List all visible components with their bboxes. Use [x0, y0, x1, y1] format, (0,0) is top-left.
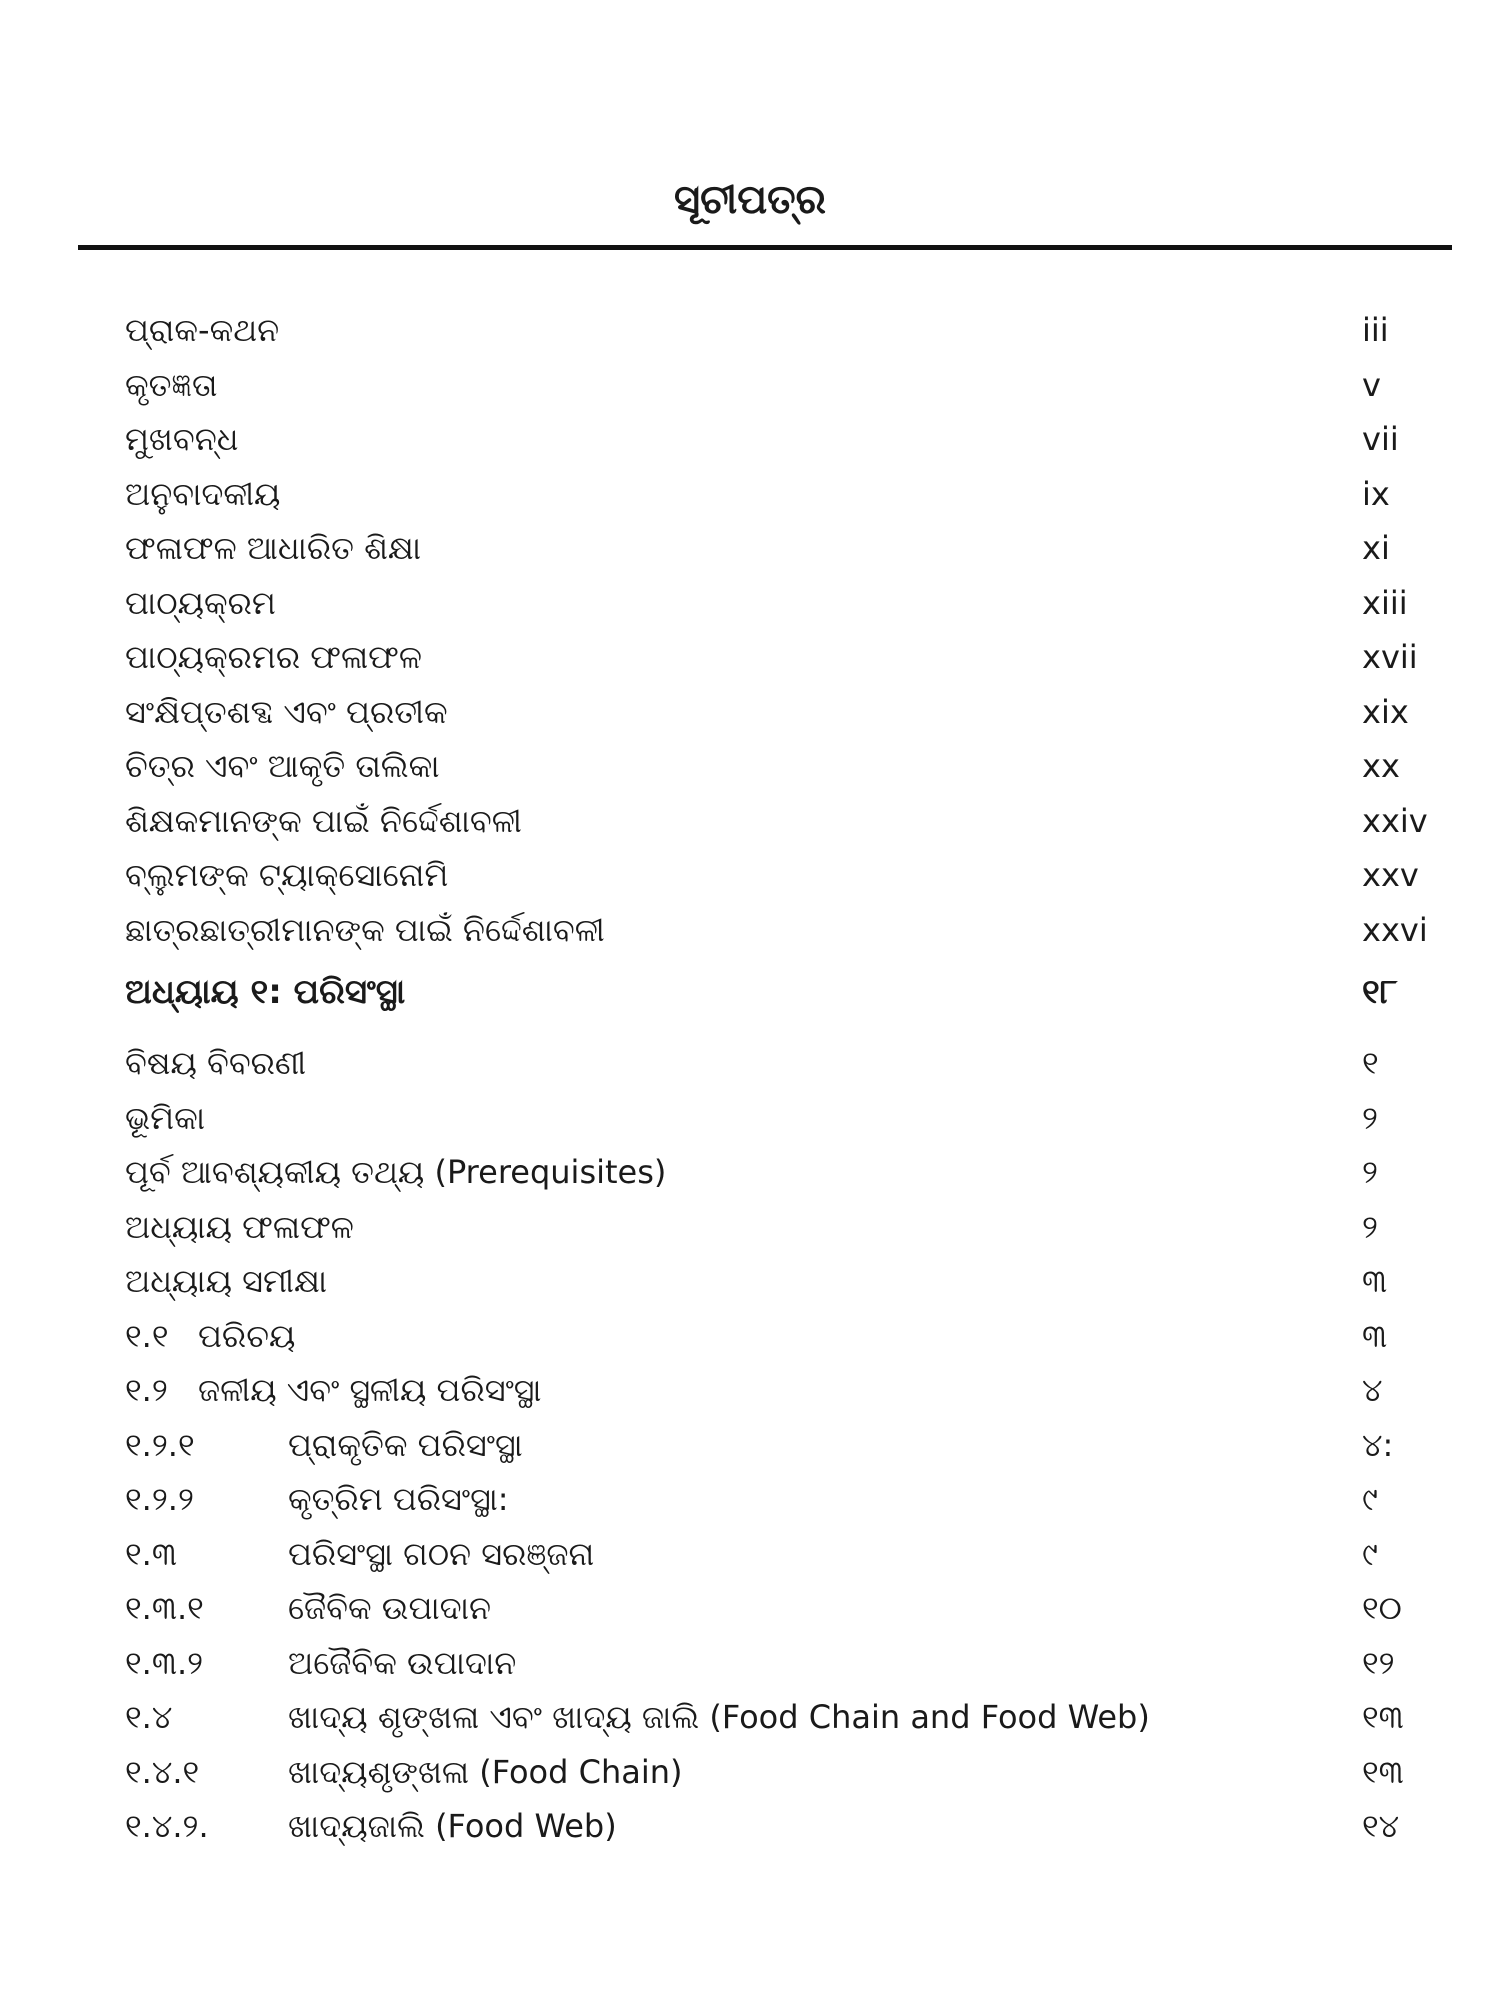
toc-row-subsection [0, 1639, 1500, 1687]
toc-row-chapter-intro [0, 1039, 1500, 1087]
toc-entry-number: ୧.୪.୧ [125, 1752, 200, 1791]
toc-entry-label: କୃତ୍ରିମ ପରିସଂସ୍ଥା: [288, 1480, 509, 1518]
toc-entry-page: v [1362, 365, 1381, 404]
toc-entry-label: ପରିସଂସ୍ଥା ଗଠନ ସରଞ୍ଜନା [288, 1534, 595, 1573]
toc-row-section [0, 1366, 1500, 1414]
toc-entry-label: ଖାଦ୍ୟଜାଲି (Food Web) [288, 1807, 617, 1845]
toc-entry-page: ୧୨ [1362, 1643, 1395, 1682]
toc-entry-page: xx [1362, 747, 1400, 785]
page-title: ସୂଚୀପତ୍ର [674, 177, 826, 223]
toc-entry-page: vii [1362, 420, 1399, 458]
toc-row-subsection [0, 1530, 1500, 1578]
toc-entry-page: xvii [1362, 638, 1418, 676]
toc-row-front-matter [0, 688, 1500, 736]
toc-row-front-matter [0, 524, 1500, 572]
toc-entry-page: xxvi [1362, 910, 1428, 949]
toc-entry-page: ୯ [1362, 1534, 1378, 1573]
toc-row-subsection [0, 1475, 1500, 1523]
toc-entry-page: xxv [1362, 856, 1419, 894]
toc-row-chapter-intro [0, 1257, 1500, 1305]
toc-entry-page: xxiv [1362, 801, 1428, 840]
toc-entry-label: ପାଠ୍ୟକ୍ରମ [125, 583, 276, 622]
toc-row-chapter-intro [0, 1148, 1500, 1196]
toc-row-chapter [0, 968, 1500, 1016]
toc-entry-page: ୩ [1362, 1262, 1388, 1300]
toc-row-subsection [0, 1693, 1500, 1741]
toc-entry-label: ପ୍ରାକୃତିକ ପରିସଂସ୍ଥା [288, 1425, 523, 1464]
toc-row-front-matter [0, 306, 1500, 354]
toc-row-chapter-intro [0, 1094, 1500, 1142]
toc-entry-page: ୯ [1362, 1480, 1378, 1518]
toc-entry-label: ଭୂମିକା [125, 1098, 206, 1137]
toc-row-front-matter [0, 361, 1500, 409]
toc-entry-page: ୨ [1362, 1207, 1378, 1246]
toc-row-front-matter [0, 797, 1500, 845]
toc-entry-page: ୧୩ [1362, 1752, 1404, 1791]
toc-entry-label: କୃତଜ୍ଞତା [125, 365, 218, 404]
toc-entry-label: ମୁଖବନ୍ଧ [125, 420, 239, 458]
toc-entry-label: ଖାଦ୍ୟଶୃଙ୍ଖଳା (Food Chain) [288, 1752, 683, 1791]
toc-row-front-matter [0, 470, 1500, 518]
toc-entry-number: ୧.୪.୨. [125, 1807, 209, 1845]
toc-entry-page: ୧୦ [1362, 1589, 1402, 1627]
toc-entry-page: xiii [1362, 583, 1408, 622]
toc-entry-label: ଅଧ୍ୟାୟ ସମୀକ୍ଷା [125, 1262, 328, 1300]
toc-entry-label: ଶିକ୍ଷକମାନଙ୍କ ପାଇଁ ନିର୍ଦ୍ଦେଶାବଳୀ [125, 801, 522, 840]
toc-entry-number: ୧.୧ [125, 1316, 169, 1355]
toc-entry-label: ଖାଦ୍ୟ ଶୃଙ୍ଖଳା ଏବଂ ଖାଦ୍ୟ ଜାଲି (Food Chain and Food Web) [288, 1698, 1150, 1736]
toc-entry-number: ୧.୨.୨ [125, 1480, 194, 1518]
toc-entry-label: ପରିଚୟ [198, 1316, 296, 1355]
toc-entry-page: ୪ [1362, 1371, 1383, 1409]
toc-row-front-matter [0, 742, 1500, 790]
toc-row-subsection [0, 1421, 1500, 1469]
toc-entry-page: xix [1362, 692, 1409, 731]
toc-row-subsection [0, 1802, 1500, 1850]
toc-row-front-matter [0, 415, 1500, 463]
toc-entry-page: ୨ [1362, 1153, 1378, 1191]
toc-entry-label: ପାଠ୍ୟକ୍ରମର ଫଳାଫଳ [125, 638, 422, 676]
toc-entry-label: ବିଷୟ ବିବରଣୀ [125, 1044, 307, 1082]
toc-row-front-matter [0, 579, 1500, 627]
toc-entry-number: ୧.୨.୧ [125, 1425, 195, 1464]
toc-row-section [0, 1312, 1500, 1360]
toc-row-front-matter [0, 851, 1500, 899]
toc-row-subsection [0, 1748, 1500, 1796]
toc-entry-page: ୩ [1362, 1316, 1388, 1355]
toc-entry-label: ଅଧ୍ୟାୟ ଫଳାଫଳ [125, 1207, 354, 1246]
toc-entry-label: ବ୍ଲୁମଙ୍କ ଟ୍ୟାକ୍ସୋନୋମି [125, 856, 449, 894]
toc-entry-label: ଜଳୀୟ ଏବଂ ସ୍ଥଳୀୟ ପରିସଂସ୍ଥା [198, 1371, 542, 1409]
toc-entry-page: ix [1362, 474, 1390, 513]
toc-entry-page: ୨ [1362, 1098, 1378, 1137]
toc-entry-label: ସଂକ୍ଷିପ୍ତଶବ୍ଦ ଏବଂ ପ୍ରତୀକ [125, 692, 448, 731]
toc-entry-number: ୧.୩ [125, 1534, 177, 1573]
toc-entry-number: ୧.୨ [125, 1371, 168, 1409]
toc-entry-label: ପୂର୍ବ ଆବଶ୍ୟକୀୟ ତଥ୍ୟ (Prerequisites) [125, 1153, 667, 1191]
toc-entry-page: iii [1362, 311, 1389, 349]
toc-row-chapter-intro [0, 1203, 1500, 1251]
chapter-page-number: ୧୮ [1362, 972, 1398, 1012]
toc-entry-number: ୧.୩.୨ [125, 1643, 204, 1682]
toc-entry-page: ୪: [1362, 1425, 1394, 1464]
toc-entry-label: ଅନୁବାଦକୀୟ [125, 474, 281, 513]
toc-entry-label: ପ୍ରାକ-କଥନ [125, 311, 280, 349]
toc-entry-page: xi [1362, 529, 1390, 567]
toc-entry-page: ୧୪ [1362, 1807, 1400, 1845]
toc-row-front-matter [0, 633, 1500, 681]
toc-row-subsection [0, 1584, 1500, 1632]
toc-entry-number: ୧.୪ [125, 1698, 173, 1736]
toc-entry-label: ଅଜୈବିକ ଉପାଦାନ [288, 1643, 517, 1682]
toc-entry-label: ଜୈବିକ ଉପାଦାନ [288, 1589, 492, 1627]
toc-entry-page: ୧ [1362, 1044, 1379, 1082]
toc-row-front-matter [0, 906, 1500, 954]
chapter-title: ଅଧ୍ୟାୟ ୧: ପରିସଂସ୍ଥା [125, 972, 406, 1012]
toc-entry-label: ଚିତ୍ର ଏବଂ ଆକୃତି ତାଲିକା [125, 747, 440, 785]
toc-entry-number: ୧.୩.୧ [125, 1589, 204, 1627]
toc-entry-page: ୧୩ [1362, 1698, 1404, 1736]
toc-entry-label: ଫଳାଫଳ ଆଧାରିତ ଶିକ୍ଷା [125, 529, 422, 567]
toc-entry-label: ଛାତ୍ରଛାତ୍ରୀମାନଙ୍କ ପାଇଁ ନିର୍ଦ୍ଦେଶାବଳୀ [125, 910, 605, 949]
